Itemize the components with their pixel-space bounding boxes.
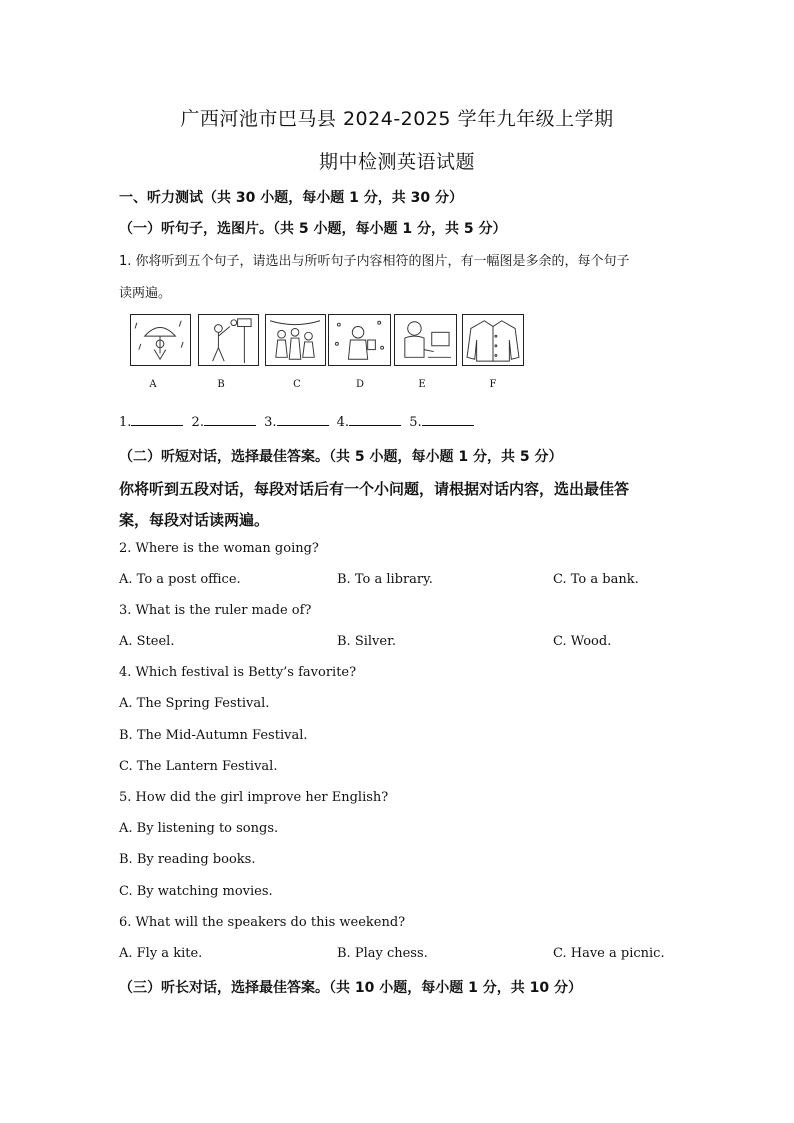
exam-title: 广西河池市巴马县 2024-2025 学年九年级上学期 bbox=[180, 108, 614, 130]
part1-instruction-cont: 读两遍。 bbox=[119, 286, 172, 301]
exam-subtitle: 期中检测英语试题 bbox=[318, 151, 475, 173]
person-computer-icon bbox=[395, 315, 456, 365]
picture-label-b: B bbox=[217, 379, 225, 390]
question-3: 3. What is the ruler made of? bbox=[119, 603, 312, 618]
option-4b[interactable]: B. The Mid-Autumn Festival. bbox=[119, 728, 308, 743]
option-6c[interactable]: C. Have a picnic. bbox=[553, 946, 665, 961]
part1-heading: （一）听句子，选图片。（共 5 小题，每小题 1 分，共 5 分） bbox=[119, 221, 507, 237]
part2-instruction: 你将听到五段对话，每段对话后有一个小问题，请根据对话内容，选出最佳答 bbox=[119, 480, 630, 498]
answer-blank[interactable] bbox=[422, 414, 474, 426]
family-party-icon bbox=[266, 315, 325, 365]
answer-blanks bbox=[119, 414, 478, 430]
answer-blank[interactable] bbox=[131, 414, 183, 426]
question-5: 5. How did the girl improve her English? bbox=[119, 790, 389, 805]
part2-instruction-cont: 案，每段对话读两遍。 bbox=[119, 511, 270, 529]
answer-blank[interactable] bbox=[204, 414, 256, 426]
answer-blank[interactable] bbox=[349, 414, 401, 426]
part3-heading: （三）听长对话，选择最佳答案。（共 10 小题，每小题 1 分，共 10 分） bbox=[119, 980, 582, 996]
part2-heading: （二）听短对话，选择最佳答案。（共 5 小题，每小题 1 分，共 5 分） bbox=[119, 449, 563, 465]
option-5a[interactable]: A. By listening to songs. bbox=[119, 821, 279, 836]
question-4: 4. Which festival is Betty’s favorite? bbox=[119, 665, 357, 680]
answer-number: 1. bbox=[119, 415, 132, 430]
option-4a[interactable]: A. The Spring Festival. bbox=[119, 696, 270, 711]
section-heading-listening: 一、听力测试（共 30 小题，每小题 1 分，共 30 分） bbox=[119, 190, 463, 206]
answer-number: 4. bbox=[336, 415, 350, 430]
option-6a[interactable]: A. Fly a kite. bbox=[119, 946, 203, 961]
picture-label-e: E bbox=[418, 379, 426, 390]
option-2a[interactable]: A. To a post office. bbox=[119, 572, 241, 587]
picture-d bbox=[328, 314, 391, 366]
option-4c[interactable]: C. The Lantern Festival. bbox=[119, 759, 278, 774]
option-2c[interactable]: C. To a bank. bbox=[553, 572, 639, 587]
picture-b bbox=[198, 314, 259, 366]
answer-number: 2. bbox=[191, 415, 204, 430]
picture-label-f: F bbox=[489, 379, 497, 390]
umbrella-rain-icon bbox=[131, 315, 190, 365]
answer-number: 5. bbox=[409, 415, 422, 430]
answer-blank[interactable] bbox=[277, 414, 329, 426]
option-3c[interactable]: C. Wood. bbox=[553, 634, 612, 649]
fireworks-child-icon bbox=[329, 315, 390, 365]
picture-c bbox=[265, 314, 326, 366]
picture-label-c: C bbox=[293, 379, 301, 390]
picture-label-a: A bbox=[149, 379, 157, 390]
picture-e bbox=[394, 314, 457, 366]
option-5b[interactable]: B. By reading books. bbox=[119, 852, 256, 867]
option-2b[interactable]: B. To a library. bbox=[337, 572, 433, 587]
question-6: 6. What will the speakers do this weekend? bbox=[119, 915, 406, 930]
jacket-icon bbox=[463, 315, 523, 365]
picture-a bbox=[130, 314, 191, 366]
basketball-player-icon bbox=[199, 315, 258, 365]
picture-label-d: D bbox=[355, 379, 365, 390]
option-6b[interactable]: B. Play chess. bbox=[337, 946, 428, 961]
option-3a[interactable]: A. Steel. bbox=[119, 634, 175, 649]
picture-f bbox=[462, 314, 524, 366]
option-5c[interactable]: C. By watching movies. bbox=[119, 884, 273, 899]
question-2: 2. Where is the woman going? bbox=[119, 541, 319, 556]
part1-instruction: 1. 你将听到五个句子，请选出与所听句子内容相符的图片，有一幅图是多余的，每个句子 bbox=[119, 254, 630, 269]
option-3b[interactable]: B. Silver. bbox=[337, 634, 396, 649]
answer-number: 3. bbox=[264, 415, 277, 430]
